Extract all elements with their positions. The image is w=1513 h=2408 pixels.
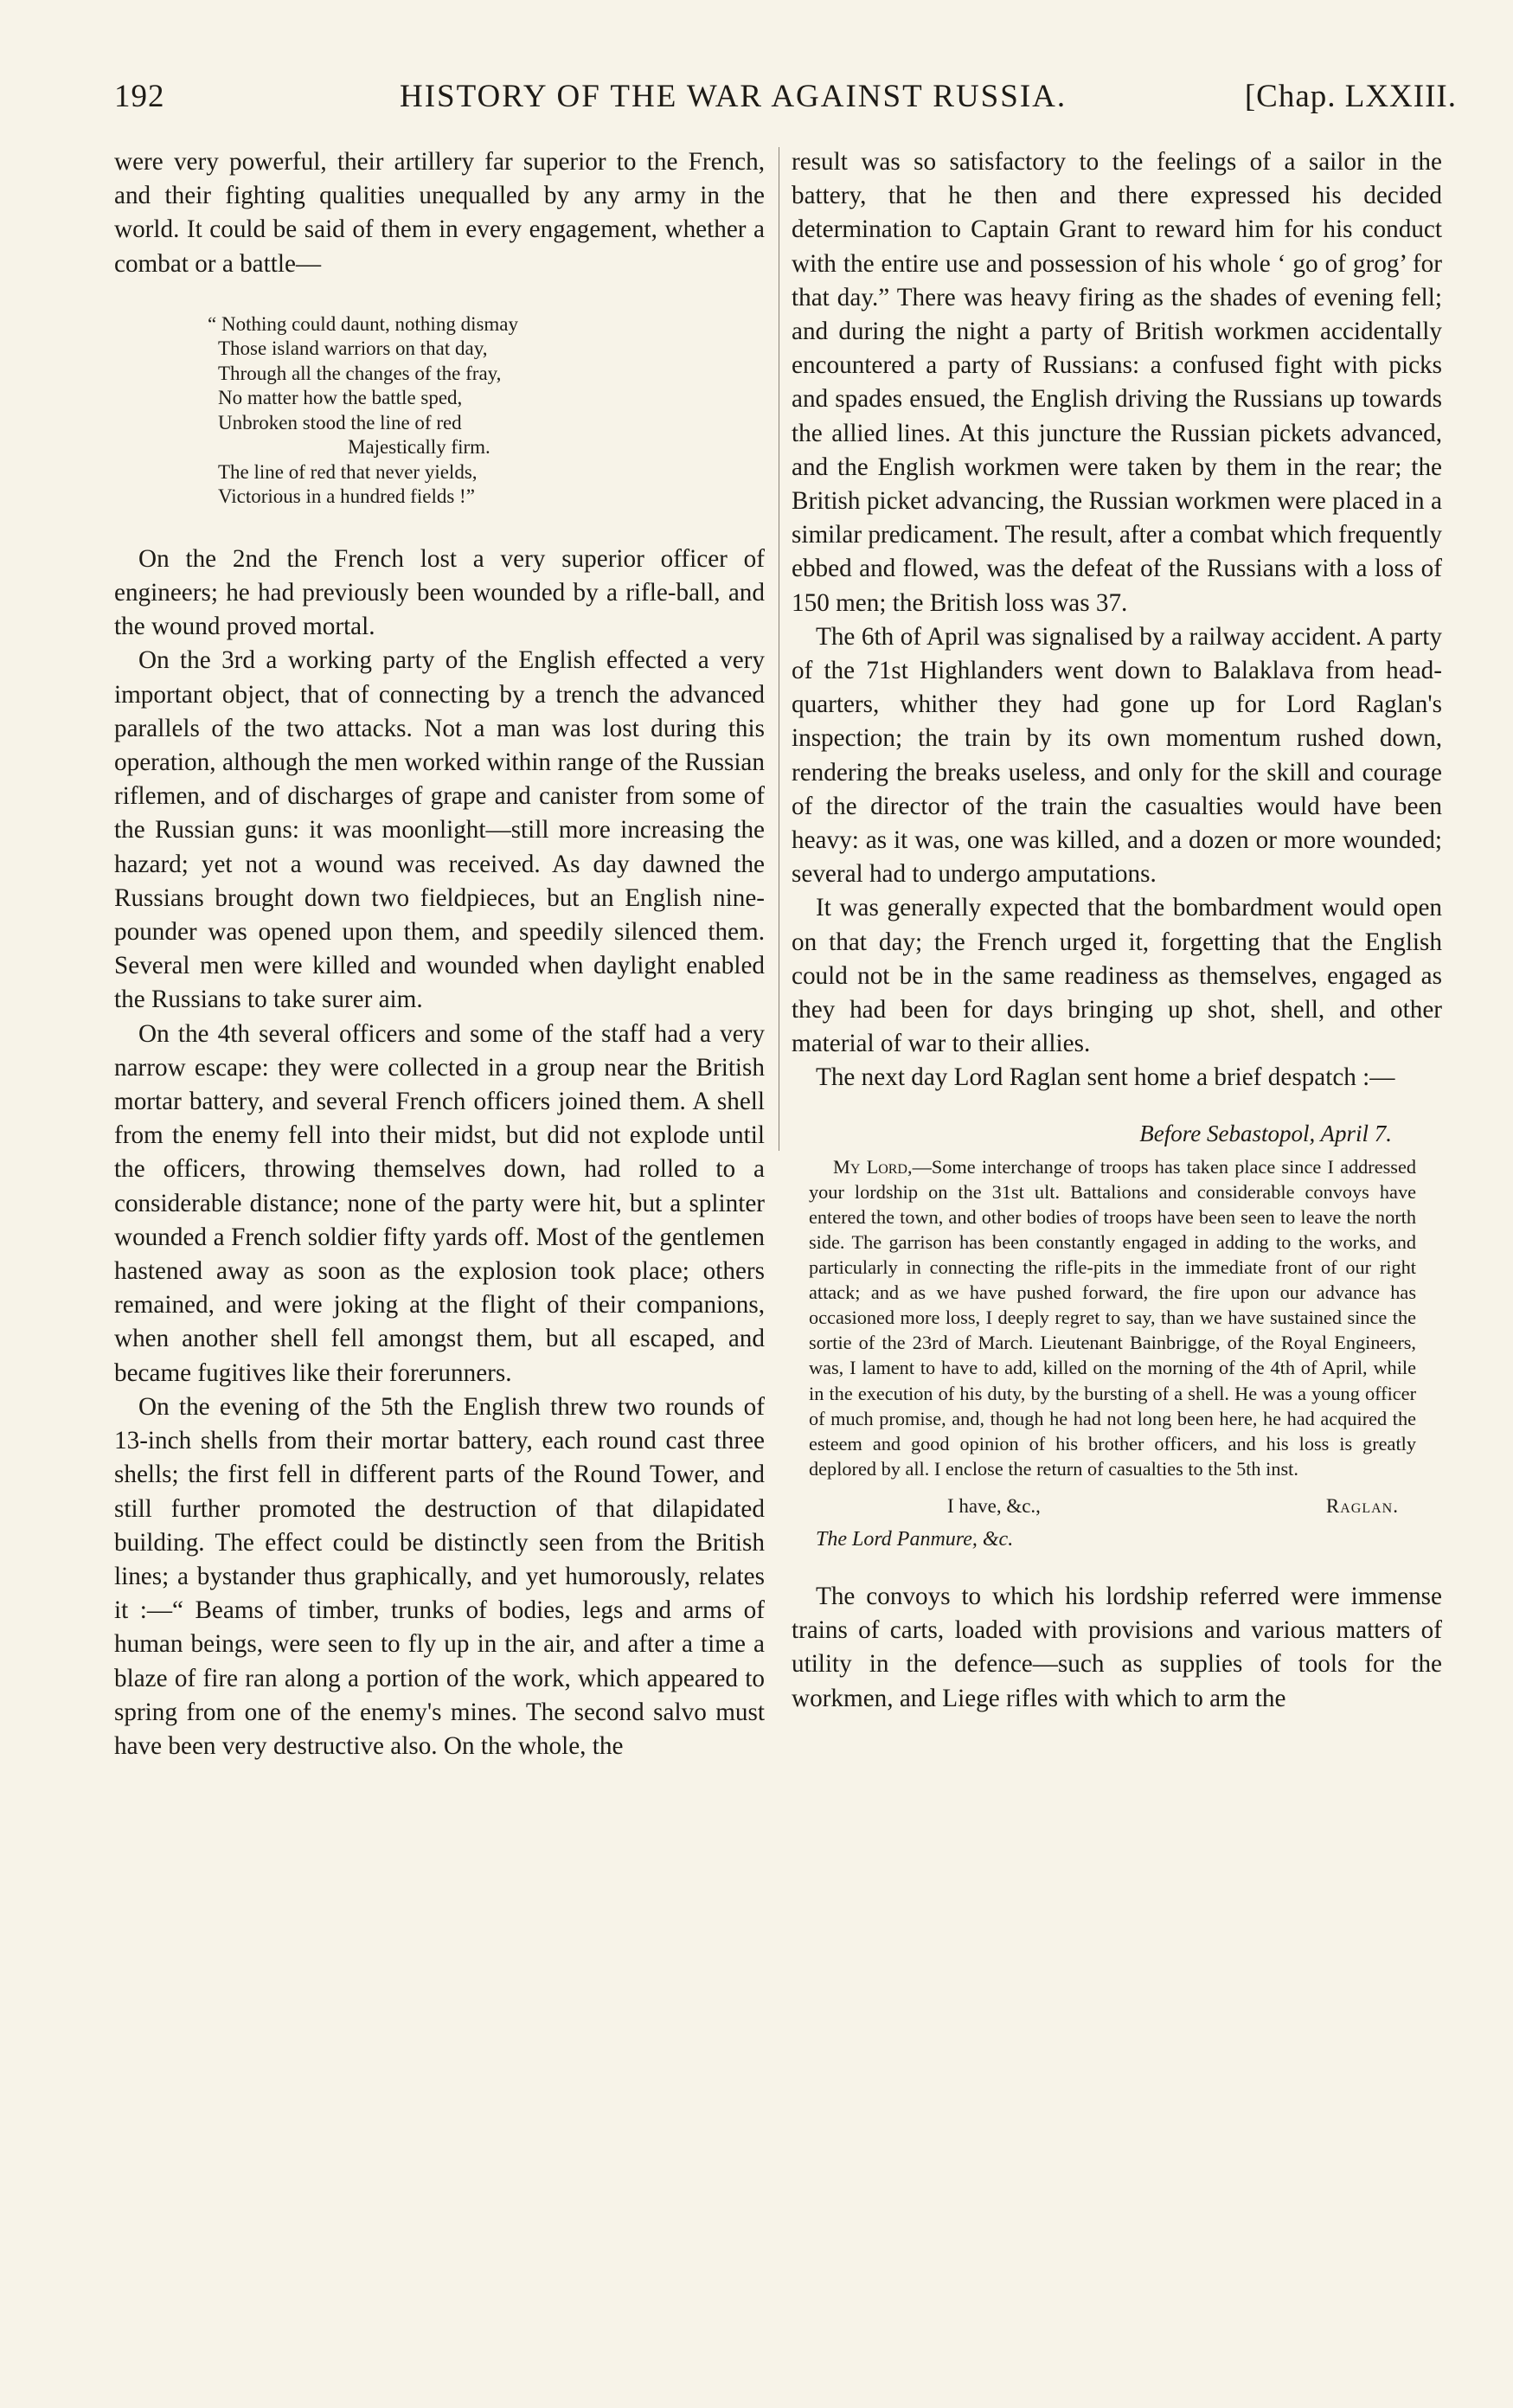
despatch-letter (792, 1118, 1442, 1554)
body-paragraph: On the evening of the 5th the English threw two rounds of 13-inch shells from their mortar battery, each round cast three shells; the first fell in different parts of the Round Tower, and still further promoted the destruction of that dilapidated building. The effect could be distinctly seen from the British lines; a bystander thus graphically, and yet humorously, relates it :—“ Beams of timber, trunks of bodies, legs and arms of human beings, were seen to fly up in the air, and after a time a blaze of fire ran along a portion of the work, which appeared to spring from one of the enemy's mines. The second salvo must have been very destructive also. On the whole, the (114, 1392, 765, 1760)
poem-quotation (208, 312, 765, 510)
right-column (792, 145, 1442, 1716)
poem-line: Those island warriors on that day, (218, 337, 488, 360)
running-title: HISTORY OF THE WAR AGAINST RUSSIA. (400, 79, 1067, 114)
opening-paragraph: were very powerful, their artillery far superior to the French, and their fighting qualities unequalled by any army in the world. It could be said of them in every engagement, whether a combat or a battle— (114, 148, 765, 278)
body-paragraph: On the 2nd the French lost a very superior officer of engineers; he had previously been wounded by a rifle-ball, and the wound proved mortal. (114, 544, 765, 641)
body-paragraph: On the 3rd a working party of the English effected a very important object, that of connecting by a trench the advanced parallels of the two attacks. Not a man was lost during this operation, although the men worked within range of the Russian riflemen, and of discharges of grape and canister from some of the Russian guns: it was moonlight—still more increasing the hazard; yet not a wound was received. As day dawned the Russians brought down two fieldpieces, but an English nine-pounder was opened upon them, and speedily silenced them. Several men were killed and wounded when daylight enabled the Russians to take surer aim. (114, 646, 765, 1014)
despatch-salutation: My Lord, (833, 1155, 913, 1178)
despatch-signoff (947, 1492, 1399, 1521)
despatch-body (809, 1154, 1416, 1481)
despatch-dateline: Before Sebastopol, April 7. (1139, 1120, 1392, 1146)
body-paragraph: The 6th of April was signalised by a railway accident. A party of the 71st Highlanders went down to Balaklava from head-quarters, whither they had gone up for Lord Raglan's inspection; the train by its own momentum rushed down, rendering the breaks useless, and only for the skill and courage of the director of the train the casualties would have been heavy: as it was, one was killed, and a dozen or more wounded; several had to undergo amputations. (792, 622, 1442, 889)
chapter-label: [Chap. LXXIII. (1244, 79, 1457, 114)
body-paragraph: The next day Lord Raglan sent home a brief despatch :— (816, 1063, 1395, 1092)
poem-line: Majestically firm. (348, 436, 490, 459)
body-paragraph: The convoys to which his lordship referred were immense trains of carts, loaded with provisions and various matters of utility in the defence—such as supplies of tools for the workmen, and Liege rifles with which to arm the (792, 1582, 1442, 1712)
despatch-closing: I have, &c., (947, 1494, 1041, 1517)
poem-line: The line of red that never yields, (218, 460, 478, 483)
running-header (114, 78, 1457, 121)
page-number: 192 (114, 79, 165, 114)
despatch-text: —Some interchange of troops has taken place since I addressed your lordship on the 31st ult. Battalions and considerable convoys have entered the town, and other bodies of troops have been seen to leave the north side. The garrison has been constantly engaged in adding to the works, and particularly in connecting the rifle-pits in the immediate front of our right attack; and as we have pushed forward, the fire upon our advance has occasioned more loss, I deeply regret to say, than we have sustained since the sortie of the 23rd of March. Lieutenant Bainbrigge, of the Royal Engineers, was, I lament to have to add, killed on the morning of the 4th of April, while in the execution of his duty, by the bursting of a shell. He was a young officer of much promise, and, though he had not long been here, he had acquired the esteem and good opinion of his brother officers, and his loss is greatly deplored by all. I enclose the return of casualties to the 5th inst. (809, 1155, 1416, 1480)
poem-line: Victorious in a hundred fields !” (218, 485, 475, 508)
body-paragraph: On the 4th several officers and some of the staff had a very narrow escape: they were collected in a group near the British mortar battery, and several French officers joined them. A shell from the enemy fell into their midst, but did not explode until the officers, throwing themselves down, had rolled to a considerable distance; none of the party were hit, but a splinter wounded a French soldier fifty yards off. Most of the gentlemen hastened away as soon as the explosion took place; others remained, and were joking at the flight of their companions, when another shell fell amongst them, but all escaped, and became fugitives like their forerunners. (114, 1019, 765, 1387)
body-paragraph: result was so satisfactory to the feelings of a sailor in the battery, that he then and there expressed his decided determination to Captain Grant to reward him for his conduct with the entire use and possession of his whole ‘ go of grog’ for that day.” There was heavy firing as the shades of evening fell; and during the night a party of British workmen accidentally encountered a party of Russians: a confused fight with picks and spades ensued, the English driving the Russians up towards the allied lines. At this juncture the Russian pickets advanced, and the English workmen were taken by them in the rear; the British picket advancing, the Russian workmen were placed in a similar predicament. The result, after a combat which frequently ebbed and flowed, was the defeat of the Russians with a loss of 150 men; the British loss was 37. (792, 148, 1442, 617)
left-column (114, 145, 765, 1763)
poem-line: Unbroken stood the line of red (218, 411, 462, 433)
poem-line: “ Nothing could daunt, nothing dismay (208, 312, 519, 335)
despatch-signature: Raglan. (1325, 1494, 1399, 1517)
despatch-addressee: The Lord Panmure, &c. (816, 1527, 1014, 1551)
poem-line: Through all the changes of the fray, (218, 362, 502, 384)
poem-line: No matter how the battle sped, (218, 387, 463, 409)
body-paragraph: It was generally expected that the bombardment would open on that day; the French urged it, forgetting that the English could not be in the same readiness as themselves, engaged as they had been for days bringing up shot, shell, and other material of war to their allies. (792, 894, 1442, 1058)
